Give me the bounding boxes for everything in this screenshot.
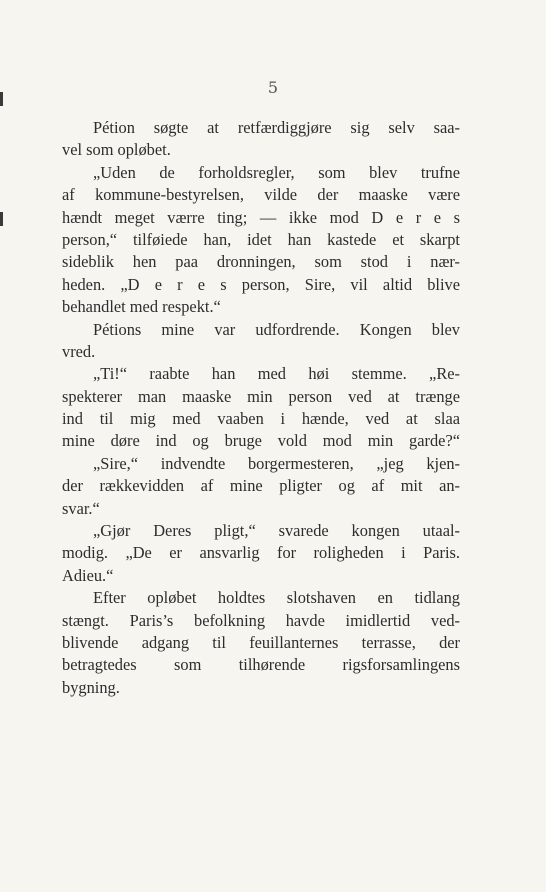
text-line: spekterer man maaske min person ved at trænge	[62, 386, 460, 406]
text-line: blivende adgang til feuillanternes terrasse, der	[62, 632, 460, 652]
text-line: sideblik hen paa dronningen, som stod i nær-	[62, 252, 460, 272]
text-line: ind til mig med vaaben i hænde, ved at slaa	[62, 409, 460, 429]
text-line: vel som opløbet.	[62, 140, 171, 160]
page-number: 5	[267, 78, 279, 97]
body-text	[62, 117, 460, 699]
text-line: Pétions mine var udfordrende. Kongen blev	[93, 319, 460, 339]
text-line: „Uden de forholdsregler, som blev trufne	[93, 162, 460, 182]
text-line: modig. „De er ansvarlig for roligheden i Paris.	[62, 543, 460, 563]
text-line: bygning.	[62, 677, 120, 697]
text-line: „Sire,“ indvendte borgermesteren, „jeg kjen-	[93, 453, 460, 473]
text-line: person,“ tilføiede han, idet han kastede et skarpt	[62, 229, 460, 249]
text-line: heden. „D e r e s person, Sire, vil altid blive	[62, 274, 460, 294]
text-line: hændt meget værre ting; — ikke mod D e r e s	[62, 207, 460, 227]
text-line: mine døre ind og bruge vold mod min garde?“	[62, 431, 460, 451]
text-line: „Ti!“ raabte han med høi stemme. „Re-	[93, 364, 460, 384]
text-line: behandlet med respekt.“	[62, 297, 221, 317]
text-line: „Gjør Deres pligt,“ svarede kongen utaal-	[93, 521, 460, 541]
text-line: Adieu.“	[62, 565, 114, 585]
text-line: Pétion søgte at retfærdiggjøre sig selv saa-	[93, 118, 460, 137]
text-line: stængt. Paris’s befolkning havde imidlertid ved-	[62, 610, 460, 630]
text-line: der rækkevidden af mine pligter og af mit an-	[62, 476, 460, 496]
text-line: Efter opløbet holdtes slotshaven en tidlang	[93, 588, 460, 608]
text-line: betragtedes som tilhørende rigsforsamlingens	[62, 655, 460, 675]
text-line: svar.“	[62, 498, 100, 518]
text-line: af kommune-bestyrelsen, vilde der maaske være	[62, 185, 460, 205]
text-line: vred.	[62, 341, 96, 361]
scan-edge-mark-bottom	[0, 212, 3, 226]
